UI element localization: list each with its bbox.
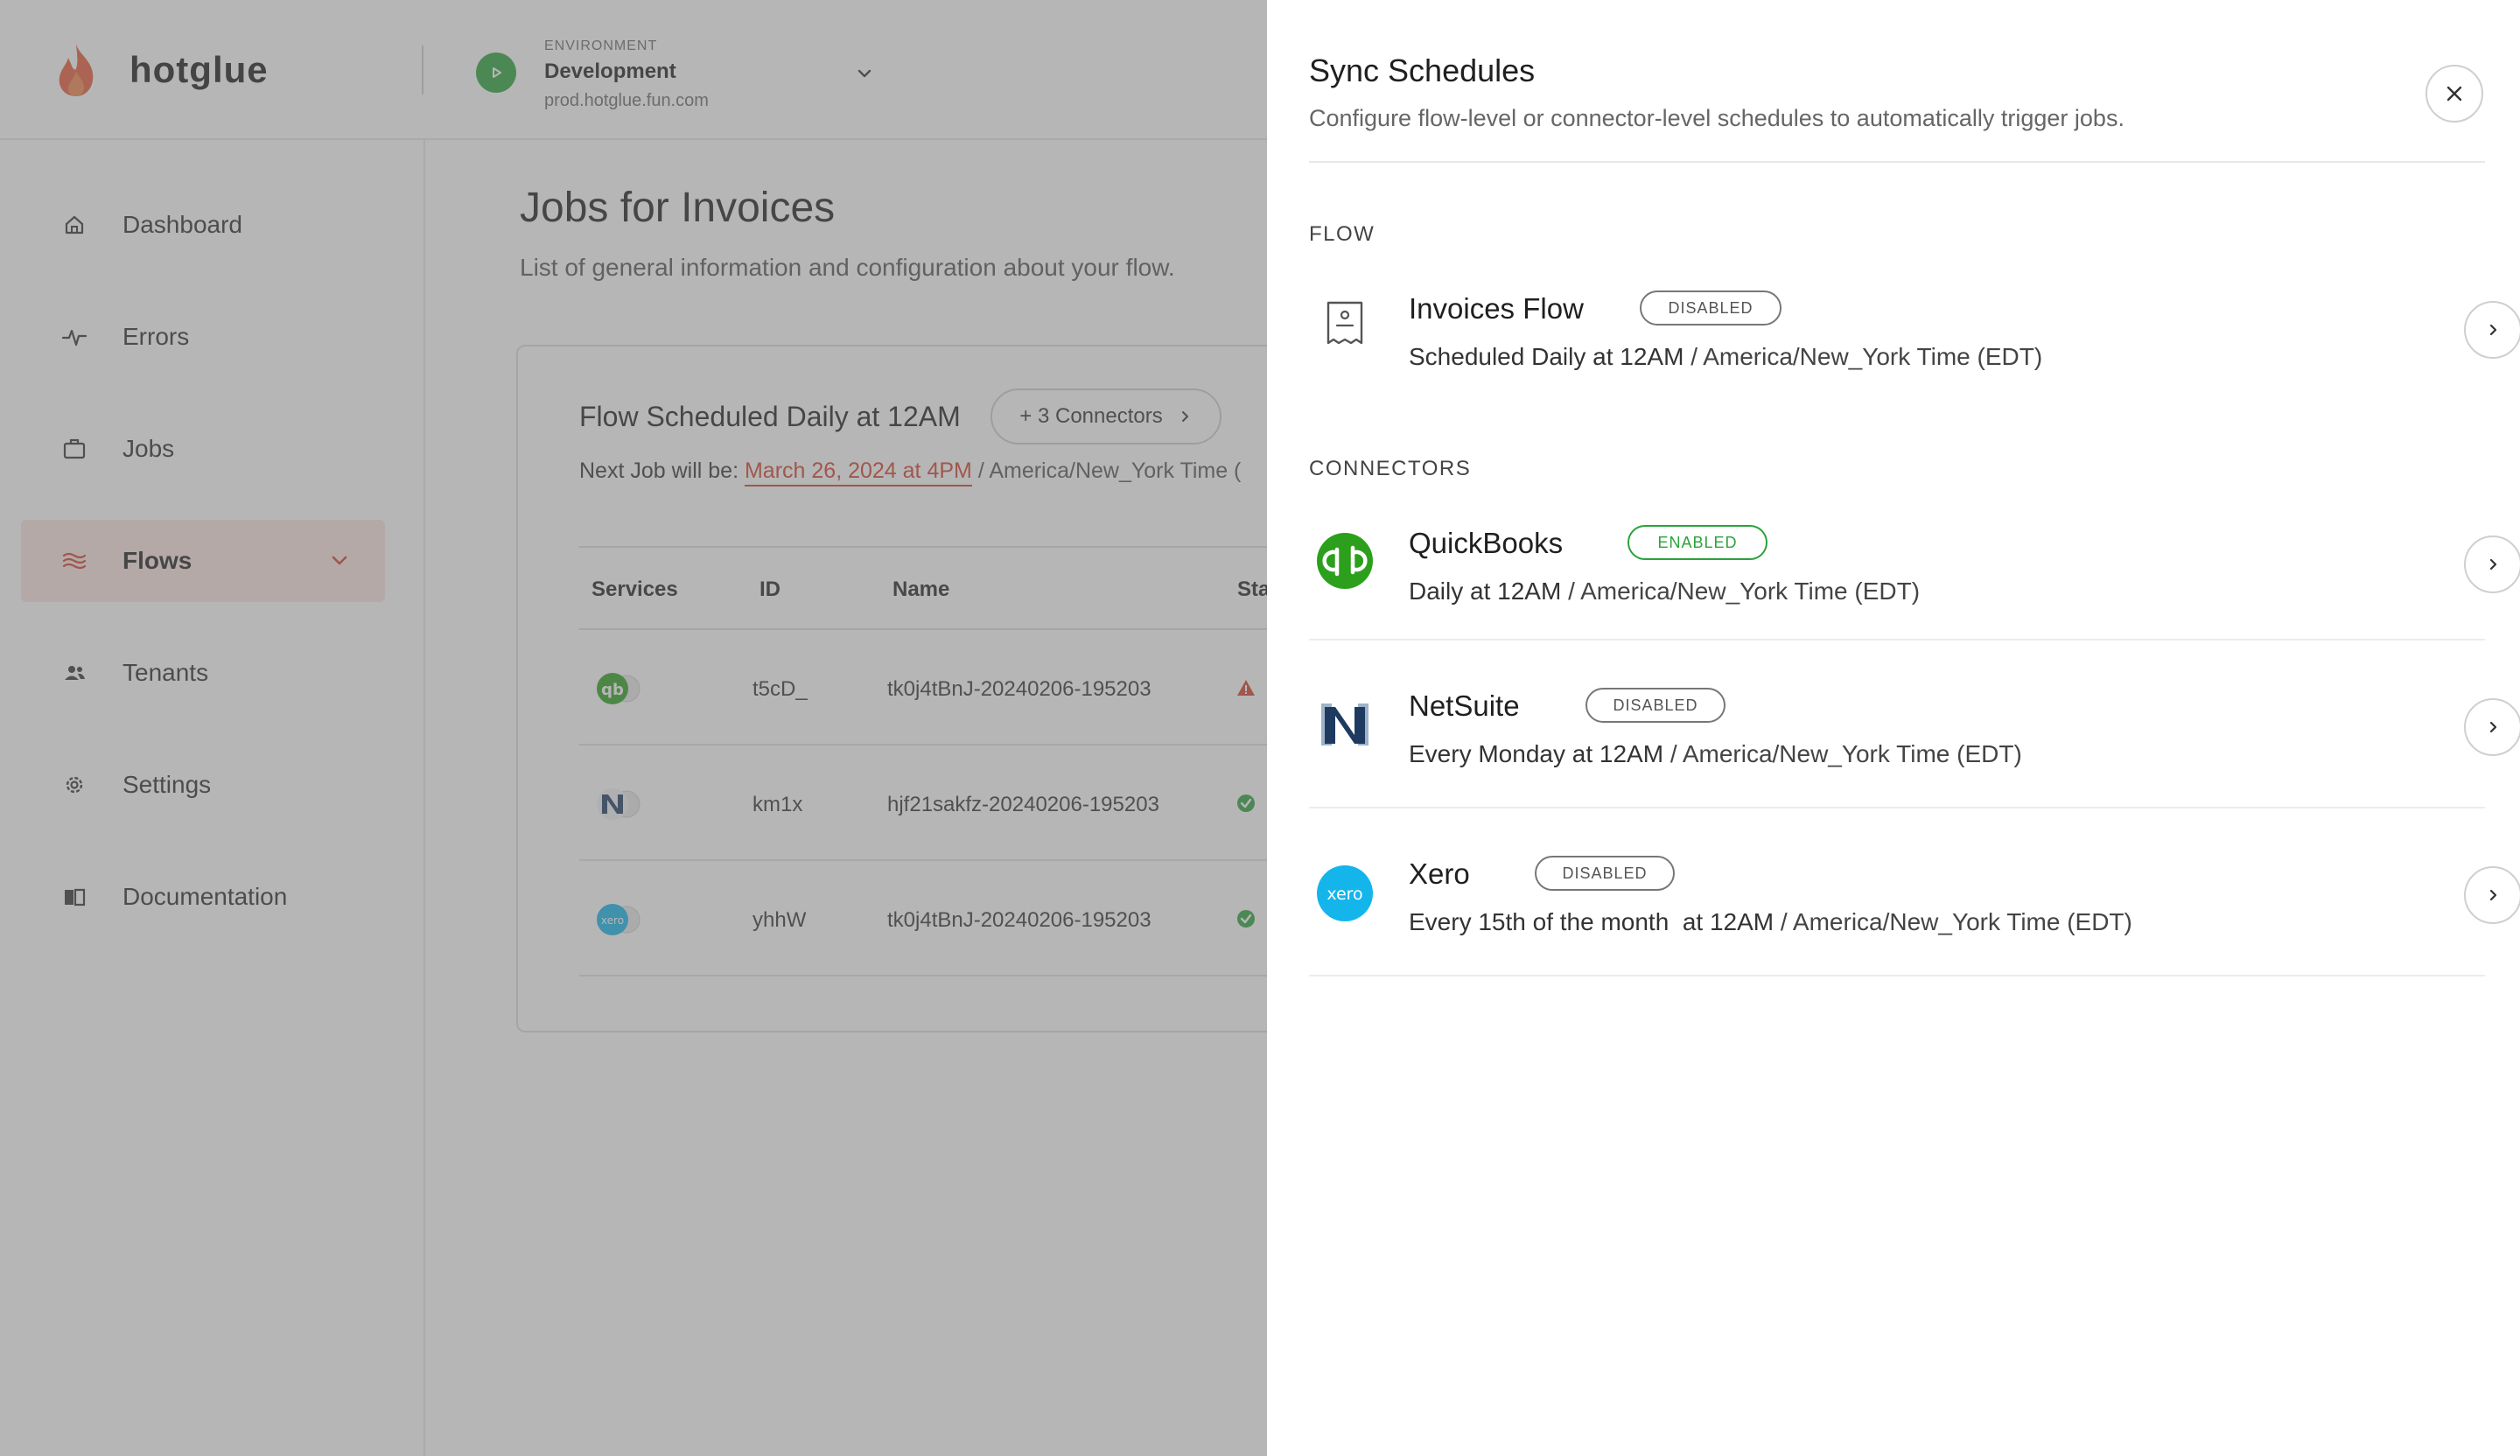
chevron-right-icon (2484, 886, 2502, 904)
flow-section-label: FLOW (1309, 222, 1376, 246)
connector-row-quickbooks[interactable] (1309, 511, 2485, 640)
schedule-timezone: / America/New_York Time (EDT) (1690, 343, 2043, 370)
connector-schedule-text (1409, 908, 2132, 936)
chevron-right-icon (2484, 718, 2502, 736)
connector-schedule-text (1409, 740, 2022, 768)
sync-schedules-drawer (1267, 0, 2520, 1456)
flow-schedule-row[interactable] (1309, 276, 2485, 382)
connector-row-netsuite[interactable] (1309, 672, 2485, 808)
flow-name: Invoices Flow (1409, 292, 1584, 325)
open-connector-schedule-button[interactable] (2464, 698, 2520, 756)
connector-row-xero[interactable] (1309, 840, 2485, 976)
schedule-timezone: / America/New_York Time (EDT) (1670, 740, 2022, 767)
svg-text:xero: xero (1326, 885, 1363, 904)
connector-name: Xero (1409, 858, 1470, 890)
netsuite-icon (1316, 696, 1374, 754)
drawer-subtitle: Configure flow-level or connector-level schedules to automatically trigger jobs. (1309, 105, 2124, 131)
open-flow-schedule-button[interactable] (2464, 301, 2520, 359)
chevron-right-icon (2484, 321, 2502, 339)
open-connector-schedule-button[interactable] (2464, 866, 2520, 924)
status-badge: DISABLED (1535, 856, 1675, 891)
status-badge: DISABLED (1586, 688, 1726, 723)
chevron-right-icon (2484, 556, 2502, 573)
schedule-value: Daily at 12AM (1409, 578, 1562, 605)
schedule-value: Every 15th of the month at 12AM (1409, 908, 1774, 935)
connector-schedule-text (1409, 578, 1920, 606)
close-button[interactable] (2426, 65, 2483, 122)
divider (1309, 161, 2485, 163)
row-divider (1309, 975, 2485, 976)
row-divider (1309, 639, 2485, 640)
connectors-section-label: CONNECTORS (1309, 457, 1472, 480)
schedule-timezone: / America/New_York Time (EDT) (1780, 908, 2132, 935)
close-icon (2445, 84, 2464, 103)
flow-schedule-text (1409, 343, 2042, 371)
receipt-icon (1316, 294, 1374, 352)
schedule-value: Every Monday at 12AM (1409, 740, 1664, 767)
drawer-title: Sync Schedules (1309, 52, 1536, 88)
connector-name: QuickBooks (1409, 527, 1564, 559)
quickbooks-icon (1316, 532, 1374, 590)
row-divider (1309, 807, 2485, 808)
xero-icon (1316, 864, 1374, 922)
connector-name: NetSuite (1409, 690, 1520, 722)
open-connector-schedule-button[interactable] (2464, 536, 2520, 593)
status-badge: ENABLED (1628, 525, 1768, 560)
schedule-timezone: / America/New_York Time (EDT) (1568, 578, 1921, 605)
status-badge: DISABLED (1640, 290, 1782, 326)
schedule-value: Scheduled Daily at 12AM (1409, 343, 1684, 370)
